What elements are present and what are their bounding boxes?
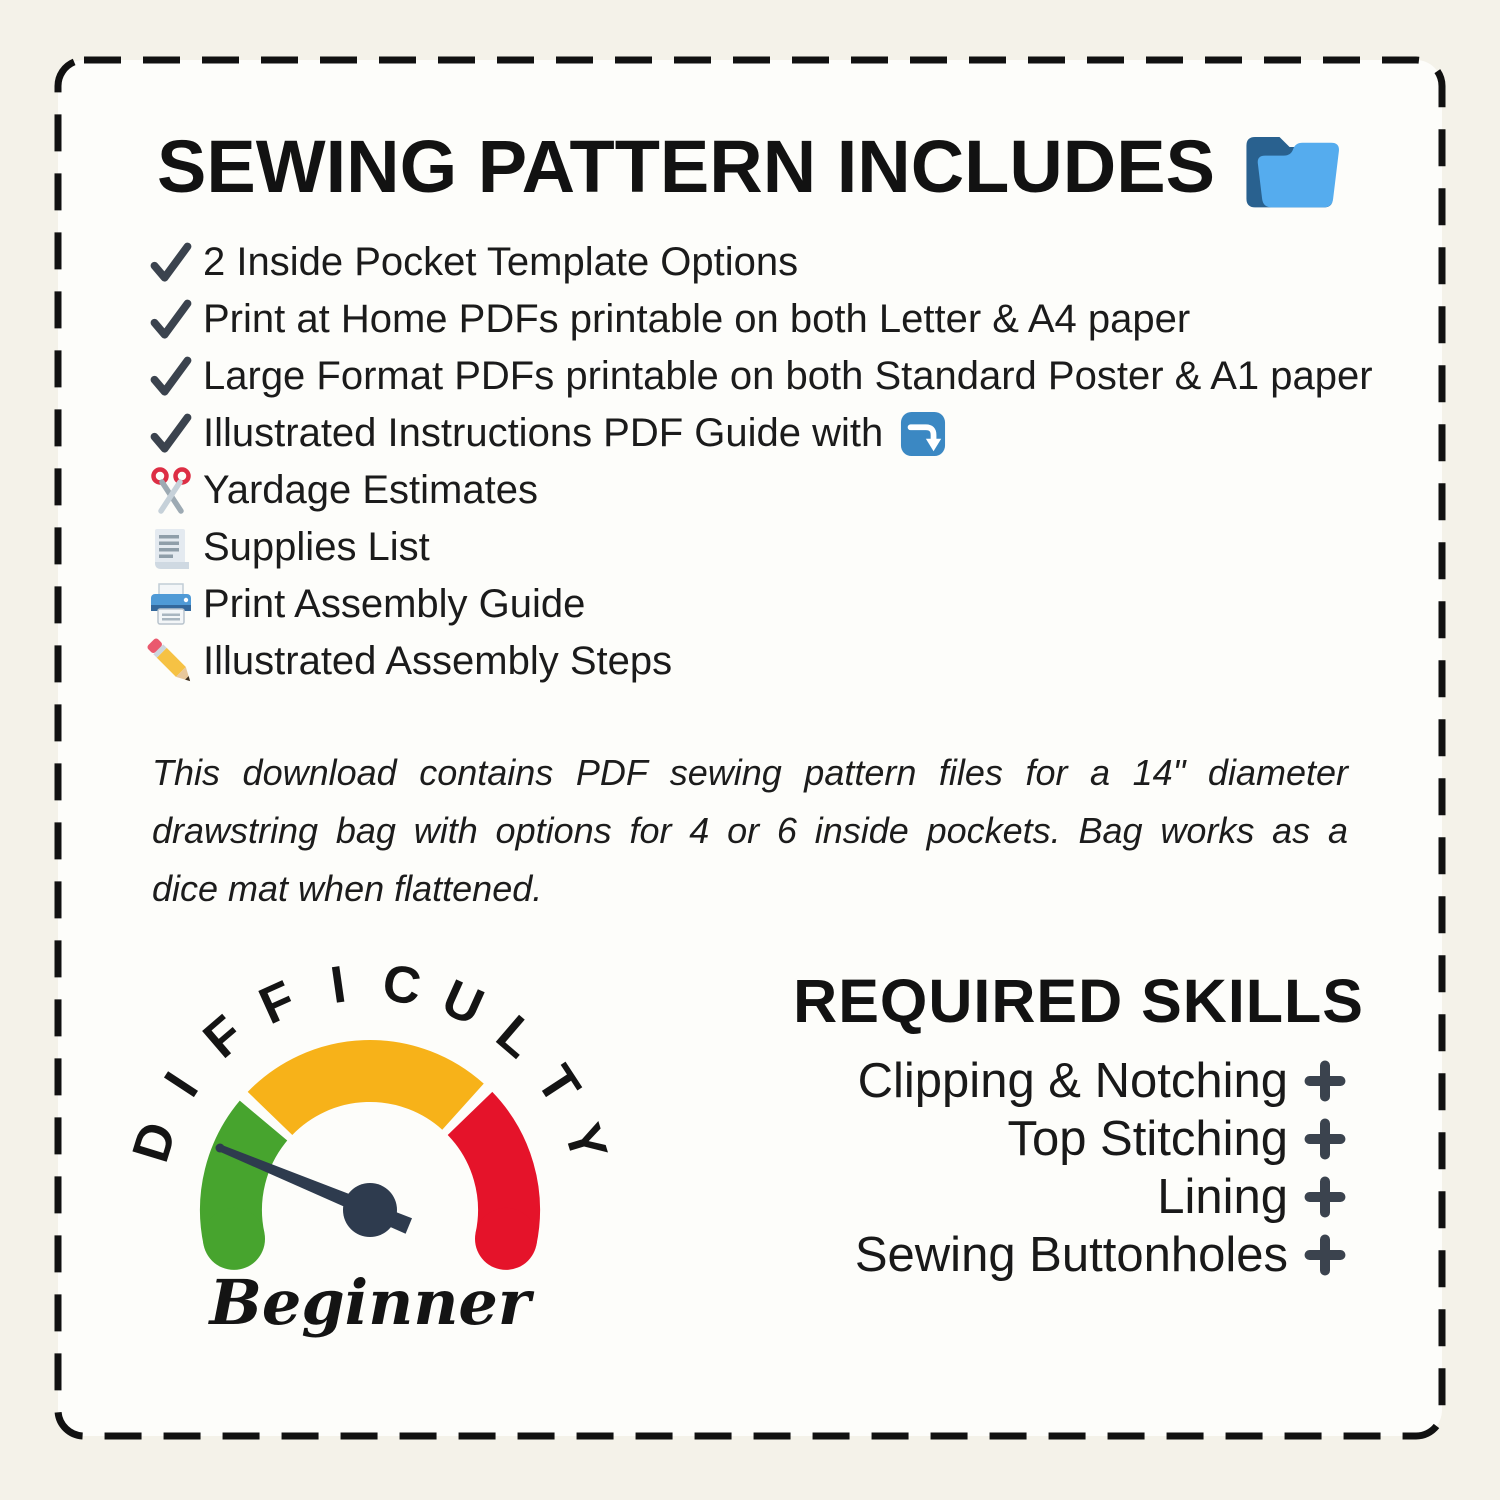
difficulty-letter: F [192,1004,255,1070]
skill-item [793,1052,1350,1110]
plus-icon [1300,1119,1350,1159]
list-item [146,519,1373,576]
header [60,116,1440,216]
description-line: drawstring bag with options for 4 or 6 inside pockets. Bag works as a [152,810,1348,851]
scissors-icon [146,467,196,515]
difficulty-gauge [121,940,618,1280]
gauge-needle-tip [216,1144,225,1153]
difficulty-letter: U [433,968,492,1038]
list-item-text: Supplies List [203,525,430,569]
gauge-segment-intermediate [270,1071,463,1113]
difficulty-letter: F [250,970,304,1036]
plus-icon [1300,1061,1350,1101]
skills-title: REQUIRED SKILLS [793,967,1364,1035]
skill-item [793,1226,1350,1284]
description-line: dice mat when flattened. [152,868,543,909]
gauge-segment-tip [203,1208,265,1270]
difficulty-letter: T [525,1055,592,1114]
difficulty-letter: C [379,953,425,1017]
difficulty-letter: L [485,1004,548,1070]
list-item [146,234,1373,291]
list-item-text: 2 Inside Pocket Template Options [203,240,799,284]
list-item-text: Yardage Estimates [203,468,538,512]
page-title: SEWING PATTERN INCLUDES [157,124,1215,208]
list-item-text: Illustrated Instructions PDF Guide with [203,411,884,455]
skills-list [793,1052,1350,1284]
gauge-needle-hub [343,1183,397,1237]
difficulty-letter: Y [552,1117,618,1168]
check-icon [146,241,196,285]
list-item [146,633,1373,690]
list-item [146,291,1373,348]
curved-down-arrow-icon [900,411,946,457]
description-line: This download contains PDF sewing pattern files for a 14" diameter [152,752,1348,793]
list-item [146,348,1373,405]
required-skills [793,966,1364,1284]
list-item [146,405,1373,462]
list-item-text: Illustrated Assembly Steps [203,639,673,683]
list-item-text: Large Format PDFs printable on both Standard Poster & A1 paper [203,354,1373,398]
receipt-icon [146,524,196,572]
description [152,744,1348,918]
plus-icon [1300,1177,1350,1217]
pencil-icon [146,638,196,686]
printer-icon [146,581,196,629]
open-folder-icon [1239,116,1343,216]
skill-label: Sewing Buttonholes [854,1228,1288,1282]
skill-item [793,1110,1350,1168]
list-item-text: Print Assembly Guide [203,582,586,626]
difficulty-letter: I [153,1062,210,1107]
includes-list [146,234,1373,690]
list-item [146,576,1373,633]
check-icon [146,298,196,342]
list-item-text: Print at Home PDFs printable on both Letter & A4 paper [203,297,1191,341]
check-icon [146,355,196,399]
list-item [146,462,1373,519]
plus-icon [1300,1235,1350,1275]
difficulty-level: Beginner [209,1266,531,1339]
difficulty-letter: D [121,1115,189,1169]
skill-label: Clipping & Notching [857,1054,1288,1108]
check-icon [146,412,196,456]
skill-item [793,1168,1350,1226]
skill-label: Top Stitching [1007,1112,1288,1166]
skill-label: Lining [1157,1170,1288,1224]
gauge-segment-tip [475,1208,537,1270]
difficulty-letter: I [327,955,350,1015]
